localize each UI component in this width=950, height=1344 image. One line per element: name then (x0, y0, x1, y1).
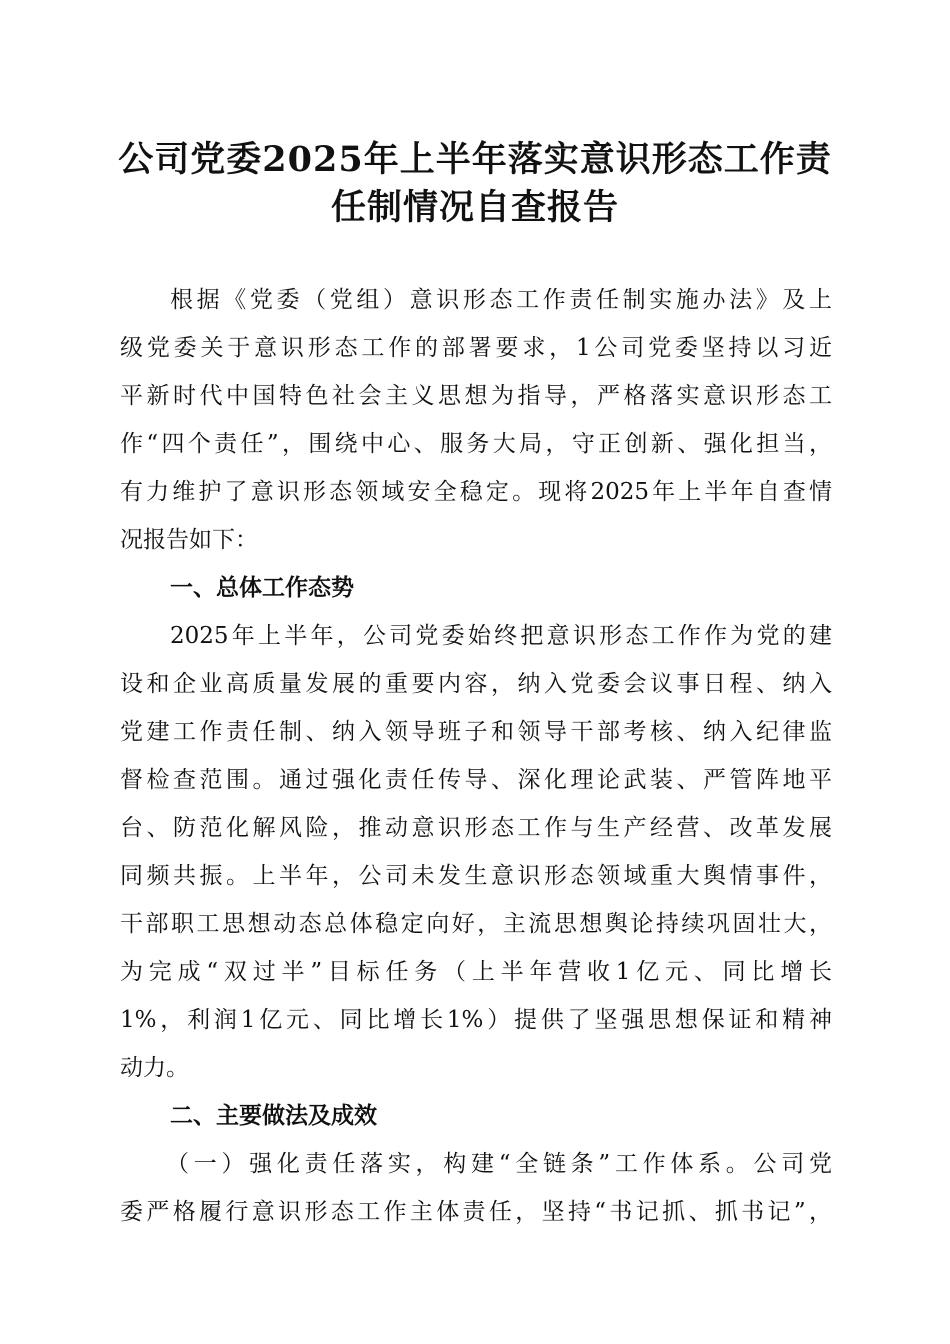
section-1-heading: 一、总体工作态势 (170, 575, 354, 601)
section-1-line: 同频共振。上半年，公司未发生意识形态领域重大舆情事件， (120, 863, 832, 889)
intro-line: 作“四个责任”，围绕中心、服务大局，守正创新、强化担当， (120, 431, 832, 457)
section-1-line: 为完成“双过半”目标任务（上半年营收1亿元、同比增长 (120, 959, 832, 985)
section-1-line: 2025年上半年，公司党委始终把意识形态工作作为党的建 (170, 623, 832, 649)
section-2-line: （一）强化责任落实，构建“全链条”工作体系。公司党 (166, 1151, 832, 1177)
section-1-line: 干部职工思想动态总体稳定向好，主流思想舆论持续巩固壮大， (120, 911, 832, 937)
intro-line: 平新时代中国特色社会主义思想为指导，严格落实意识形态工 (120, 383, 832, 409)
title-line-2: 任制情况自查报告 (330, 187, 619, 228)
section-1-line: 督检查范围。通过强化责任传导、深化理论武装、严管阵地平 (120, 767, 832, 793)
section-1-line: 台、防范化解风险，推动意识形态工作与生产经营、改革发展 (120, 815, 832, 841)
document-title (100, 136, 850, 232)
document-body (120, 276, 832, 1236)
title-line-1: 公司党委2025年上半年落实意识形态工作责 (118, 139, 832, 180)
intro-line: 级党委关于意识形态工作的部署要求，1公司党委坚持以习近 (120, 335, 832, 361)
section-1-line: 党建工作责任制、纳入领导班子和领导干部考核、纳入纪律监 (120, 719, 832, 745)
section-2-line: 委严格履行意识形态工作主体责任，坚持“书记抓、抓书记”， (120, 1199, 832, 1225)
section-1-line: 设和企业高质量发展的重要内容，纳入党委会议事日程、纳入 (120, 671, 832, 697)
section-1-line: 动力。 (120, 1055, 189, 1081)
intro-line: 况报告如下： (120, 527, 258, 553)
intro-line: 根据《党委（党组）意识形态工作责任制实施办法》及上 (170, 287, 832, 313)
section-1-line: 1%，利润1亿元、同比增长1%）提供了坚强思想保证和精神 (120, 1007, 832, 1033)
intro-line: 有力维护了意识形态领域安全稳定。现将2025年上半年自查情 (120, 479, 832, 505)
section-2-heading: 二、主要做法及成效 (170, 1103, 377, 1129)
